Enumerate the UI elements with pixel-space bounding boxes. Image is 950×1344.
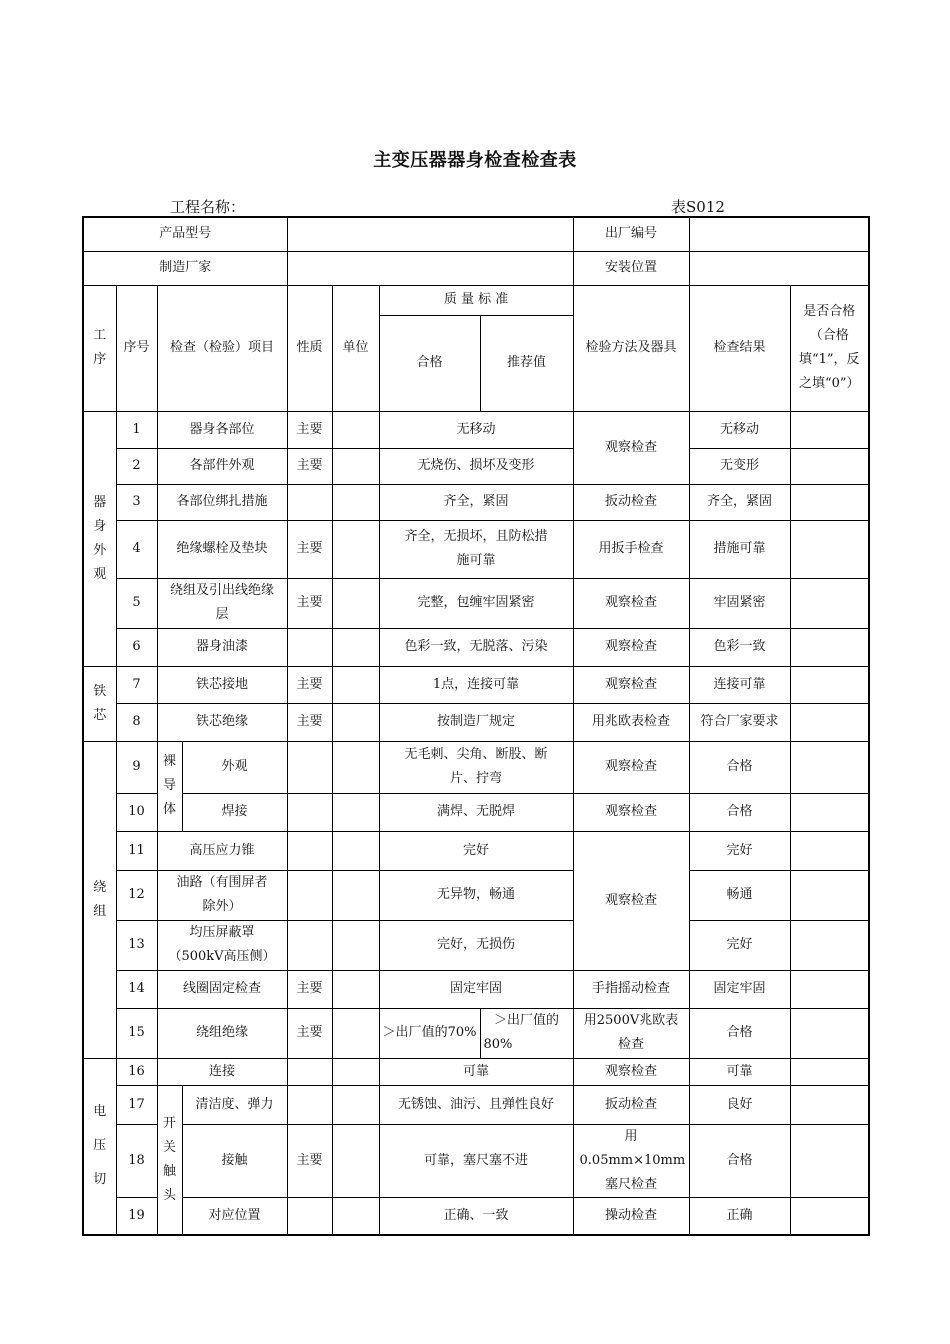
row-method: 观察检查 <box>573 1058 689 1085</box>
row-nature <box>287 1085 332 1124</box>
row-item: 绕组绝缘 <box>157 1008 287 1058</box>
row-nature: 主要 <box>287 578 332 628</box>
row-unit <box>332 870 379 920</box>
row-method: 用兆欧表检查 <box>573 703 689 741</box>
row-pass[interactable] <box>790 1085 869 1124</box>
row-item: 连接 <box>157 1058 287 1085</box>
row-seq: 5 <box>116 578 157 628</box>
row-item: 接触 <box>182 1124 287 1197</box>
table-row <box>83 920 869 970</box>
row-pass[interactable] <box>790 448 869 484</box>
row-result: 色彩一致 <box>689 628 790 666</box>
row-recommended: ＞出厂值的80% <box>480 1008 573 1058</box>
row-seq: 2 <box>116 448 157 484</box>
form-code: 表S012 <box>671 198 725 216</box>
row-method: 观察检查 <box>573 578 689 628</box>
row-pass[interactable] <box>790 520 869 578</box>
row-result: 合格 <box>689 1008 790 1058</box>
row-unit <box>332 578 379 628</box>
install-location-value[interactable] <box>689 251 869 285</box>
install-location-label: 安装位置 <box>573 251 689 285</box>
row-result: 合格 <box>689 741 790 793</box>
row-item: 铁芯绝缘 <box>157 703 287 741</box>
row-pass[interactable] <box>790 831 869 870</box>
header-process: 工序 <box>83 285 116 411</box>
row-result: 无变形 <box>689 448 790 484</box>
row-method: 观察检查 <box>573 628 689 666</box>
row-unit <box>332 484 379 520</box>
table-row <box>83 1197 869 1235</box>
row-seq: 4 <box>116 520 157 578</box>
row-standard: 完好，无损伤 <box>379 920 573 970</box>
row-unit <box>332 666 379 703</box>
header-qualified: 合格 <box>379 315 480 411</box>
row-item: 各部件外观 <box>157 448 287 484</box>
row-nature: 主要 <box>287 1008 332 1058</box>
row-pass[interactable] <box>790 1197 869 1235</box>
row-nature <box>287 920 332 970</box>
product-model-value[interactable] <box>287 217 573 251</box>
row-nature <box>287 793 332 831</box>
row-seq: 11 <box>116 831 157 870</box>
row-standard: 完整，包缠牢固紧密 <box>379 578 573 628</box>
row-unit <box>332 920 379 970</box>
row-standard: 无移动 <box>379 411 573 448</box>
row-method: 观察检查 <box>573 793 689 831</box>
project-name-label: 工程名称： <box>170 198 246 216</box>
group-core: 铁芯 <box>83 666 116 741</box>
row-nature: 主要 <box>287 970 332 1008</box>
row-item: 绕组及引出线绝缘层 <box>157 578 287 628</box>
row-standard: 无锈蚀、油污、且弹性良好 <box>379 1085 573 1124</box>
row-result: 齐全，紧固 <box>689 484 790 520</box>
row-standard: 齐全，紧固 <box>379 484 573 520</box>
row-result: 完好 <box>689 920 790 970</box>
header-method: 检验方法及器具 <box>573 285 689 411</box>
row-pass[interactable] <box>790 920 869 970</box>
table-row <box>83 628 869 666</box>
row-method: 用0.05mm×10mm塞尺检查 <box>573 1124 689 1197</box>
group-contact: 开关触头 <box>157 1085 182 1235</box>
row-method: 扳动检查 <box>573 484 689 520</box>
row-nature <box>287 870 332 920</box>
row-pass[interactable] <box>790 1124 869 1197</box>
row-seq: 18 <box>116 1124 157 1197</box>
row-item: 器身油漆 <box>157 628 287 666</box>
row-item: 均压屏蔽罩（500kV高压侧） <box>157 920 287 970</box>
row-nature <box>287 484 332 520</box>
row-pass[interactable] <box>790 870 869 920</box>
row-result: 牢固紧密 <box>689 578 790 628</box>
table-row <box>83 1008 869 1058</box>
row-seq: 14 <box>116 970 157 1008</box>
table-row <box>83 578 869 628</box>
row-method: 观察检查 <box>573 741 689 793</box>
row-method: 观察检查 <box>573 411 689 484</box>
row-unit <box>332 793 379 831</box>
row-result: 固定牢固 <box>689 970 790 1008</box>
row-qualified: ＞出厂值的70% <box>379 1008 480 1058</box>
row-method: 用2500V兆欧表检查 <box>573 1008 689 1058</box>
row-item: 高压应力锥 <box>157 831 287 870</box>
row-item: 各部位绑扎措施 <box>157 484 287 520</box>
row-standard: 按制造厂规定 <box>379 703 573 741</box>
row-pass[interactable] <box>790 666 869 703</box>
row-unit <box>332 703 379 741</box>
row-standard: 可靠，塞尺塞不进 <box>379 1124 573 1197</box>
row-unit <box>332 628 379 666</box>
row-unit <box>332 741 379 793</box>
table-row <box>83 970 869 1008</box>
row-result: 连接可靠 <box>689 666 790 703</box>
row-nature <box>287 1058 332 1085</box>
row-nature: 主要 <box>287 448 332 484</box>
table-row <box>83 666 869 703</box>
row-method: 扳动检查 <box>573 1085 689 1124</box>
row-method: 操动检查 <box>573 1197 689 1235</box>
header-quality-standard: 质 量 标 准 <box>379 285 573 315</box>
row-unit <box>332 448 379 484</box>
row-pass[interactable] <box>790 484 869 520</box>
row-seq: 6 <box>116 628 157 666</box>
row-nature <box>287 831 332 870</box>
row-nature: 主要 <box>287 666 332 703</box>
row-result: 符合厂家要求 <box>689 703 790 741</box>
manufacturer-value[interactable] <box>287 251 573 285</box>
row-unit <box>332 1124 379 1197</box>
row-item: 绝缘螺栓及垫块 <box>157 520 287 578</box>
row-seq: 9 <box>116 741 157 793</box>
row-unit <box>332 970 379 1008</box>
page-title: 主变压器器身检查检查表 <box>373 150 577 171</box>
header-recommended: 推荐值 <box>480 315 573 411</box>
header-pass: 是否合格（合格填“1”，反之填“0”） <box>790 285 869 411</box>
row-unit <box>332 411 379 448</box>
row-seq: 16 <box>116 1058 157 1085</box>
row-result: 正确 <box>689 1197 790 1235</box>
row-standard: 满焊、无脱焊 <box>379 793 573 831</box>
header-nature: 性质 <box>287 285 332 411</box>
group-tap: 电压切 <box>83 1058 116 1235</box>
row-standard: 无毛刺、尖角、断股、断片、拧弯 <box>379 741 573 793</box>
table-row <box>83 520 869 578</box>
row-standard: 正确、一致 <box>379 1197 573 1235</box>
row-nature: 主要 <box>287 520 332 578</box>
row-method: 观察检查 <box>573 666 689 703</box>
row-seq: 10 <box>116 793 157 831</box>
table-row <box>83 741 869 793</box>
table-row <box>83 484 869 520</box>
row-item: 清洁度、弹力 <box>182 1085 287 1124</box>
row-unit <box>332 1008 379 1058</box>
row-standard: 固定牢固 <box>379 970 573 1008</box>
row-unit <box>332 1085 379 1124</box>
row-result: 无移动 <box>689 411 790 448</box>
row-pass[interactable] <box>790 970 869 1008</box>
row-item: 外观 <box>182 741 287 793</box>
table-row <box>83 1085 869 1124</box>
row-unit <box>332 520 379 578</box>
row-result: 完好 <box>689 831 790 870</box>
header-unit: 单位 <box>332 285 379 411</box>
row-pass[interactable] <box>790 1008 869 1058</box>
row-method: 观察检查 <box>573 831 689 970</box>
table-row <box>83 703 869 741</box>
row-pass[interactable] <box>790 793 869 831</box>
row-method: 手指摇动检查 <box>573 970 689 1008</box>
row-nature: 主要 <box>287 1124 332 1197</box>
row-seq: 13 <box>116 920 157 970</box>
row-item: 铁芯接地 <box>157 666 287 703</box>
row-standard: 可靠 <box>379 1058 573 1085</box>
header-item: 检查（检验）项目 <box>157 285 287 411</box>
row-item: 对应位置 <box>182 1197 287 1235</box>
manufacturer-label: 制造厂家 <box>83 251 287 285</box>
header-result: 检查结果 <box>689 285 790 411</box>
row-result: 畅通 <box>689 870 790 920</box>
row-item: 油路（有围屏者除外） <box>157 870 287 920</box>
group-winding: 绕组 <box>83 741 116 1058</box>
table-row <box>83 448 869 484</box>
table-row <box>83 411 869 448</box>
info-row-2 <box>83 251 869 285</box>
row-seq: 15 <box>116 1008 157 1058</box>
row-item: 线圈固定检查 <box>157 970 287 1008</box>
row-standard: 齐全，无损坏，且防松措施可靠 <box>379 520 573 578</box>
inspection-table <box>82 216 870 1236</box>
row-result: 可靠 <box>689 1058 790 1085</box>
info-row-1 <box>83 217 869 251</box>
row-unit <box>332 1197 379 1235</box>
row-unit <box>332 1058 379 1085</box>
table-row <box>83 870 869 920</box>
table-row <box>83 1124 869 1197</box>
factory-number-value[interactable] <box>689 217 869 251</box>
row-result: 措施可靠 <box>689 520 790 578</box>
row-nature <box>287 741 332 793</box>
header-row-1 <box>83 285 869 315</box>
factory-number-label: 出厂编号 <box>573 217 689 251</box>
product-model-label: 产品型号 <box>83 217 287 251</box>
row-standard: 无烧伤、损坏及变形 <box>379 448 573 484</box>
table-row <box>83 831 869 870</box>
row-standard: 完好 <box>379 831 573 870</box>
group-bare: 裸导体 <box>157 741 182 831</box>
row-standard: 无异物，畅通 <box>379 870 573 920</box>
row-item: 器身各部位 <box>157 411 287 448</box>
row-pass[interactable] <box>790 741 869 793</box>
row-standard: 色彩一致，无脱落、污染 <box>379 628 573 666</box>
row-pass[interactable] <box>790 411 869 448</box>
row-standard: 1点，连接可靠 <box>379 666 573 703</box>
row-nature: 主要 <box>287 703 332 741</box>
row-seq: 17 <box>116 1085 157 1124</box>
row-pass[interactable] <box>790 1058 869 1085</box>
row-nature: 主要 <box>287 411 332 448</box>
row-result: 合格 <box>689 1124 790 1197</box>
table-row <box>83 793 869 831</box>
row-pass[interactable] <box>790 703 869 741</box>
row-seq: 8 <box>116 703 157 741</box>
row-seq: 19 <box>116 1197 157 1235</box>
row-unit <box>332 831 379 870</box>
header-seq: 序号 <box>116 285 157 411</box>
row-pass[interactable] <box>790 578 869 628</box>
row-method: 用扳手检查 <box>573 520 689 578</box>
row-result: 良好 <box>689 1085 790 1124</box>
row-item: 焊接 <box>182 793 287 831</box>
row-pass[interactable] <box>790 628 869 666</box>
row-seq: 12 <box>116 870 157 920</box>
row-seq: 3 <box>116 484 157 520</box>
row-seq: 1 <box>116 411 157 448</box>
row-nature <box>287 628 332 666</box>
row-seq: 7 <box>116 666 157 703</box>
row-result: 合格 <box>689 793 790 831</box>
row-nature <box>287 1197 332 1235</box>
group-body: 器身外观 <box>83 411 116 666</box>
table-row <box>83 1058 869 1085</box>
